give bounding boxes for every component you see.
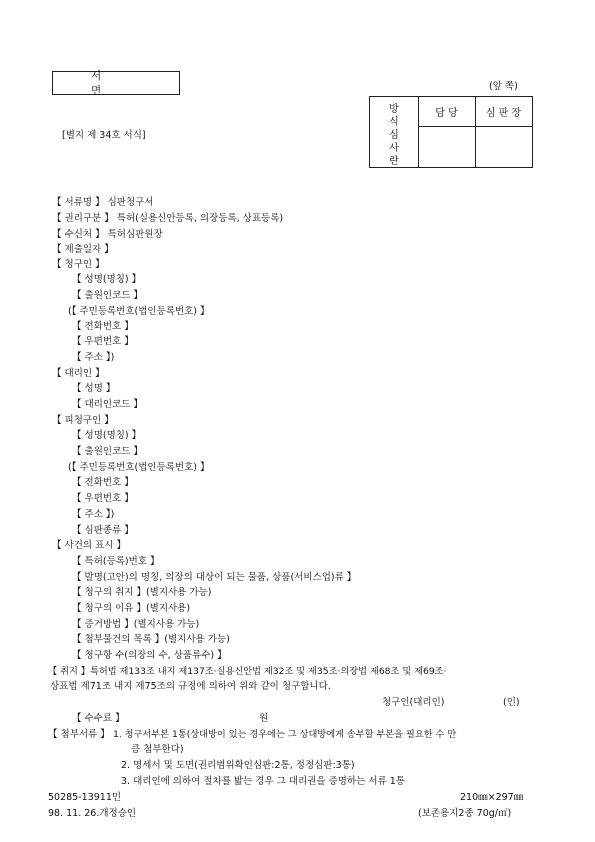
method-char: 식 bbox=[389, 117, 399, 128]
form-title: 서 면 bbox=[52, 71, 180, 95]
method-char: 란 bbox=[389, 156, 399, 167]
field-line: 【 성명(명칭) 】 bbox=[72, 430, 142, 441]
field-line: 【 심판종류 】 bbox=[72, 525, 134, 536]
method-char: 사 bbox=[389, 143, 399, 154]
field-line: 【 발명(고안)의 명칭, 의장의 대상이 되는 물품, 상품(서비스업)류 】 bbox=[72, 572, 357, 583]
field-line: 【 첨부물건의 목록 】(별지사용 가능) bbox=[72, 634, 230, 645]
field-line: 【 출원인코드 】 bbox=[72, 290, 143, 301]
field-line: (【 주민등록번호(법인등록번호) 】 bbox=[68, 462, 210, 473]
stamp-divider bbox=[475, 97, 476, 167]
field-line: 【 청구의 이유 】(별지사용) bbox=[72, 603, 191, 614]
purpose-line-1: 【 취지 】특허법 제133조 내지 제137조·실용신안법 제32조 및 제35조·의장법 제68조 및 제69조· bbox=[48, 666, 447, 677]
field-line: (【 주민등록번호(법인등록번호) 】 bbox=[68, 306, 210, 317]
field-line: 【 청구항 수(의장의 수, 상품류수) 】 bbox=[72, 650, 227, 661]
attachment-item-1: 1. 청구서부본 1통(상대방이 있는 경우에는 그 상대방에게 송부할 부본을 필요한 수 만 bbox=[113, 729, 457, 740]
fee-label: 【 수수료 】 bbox=[72, 713, 125, 724]
field-line: 【 서류명 】 심판청구서 bbox=[52, 197, 154, 208]
field-line: 【 대리인코드 】 bbox=[72, 399, 143, 410]
field-line: 【 성명 】 bbox=[72, 383, 116, 394]
field-line: 【 주소 】) bbox=[72, 352, 115, 363]
field-line: 【 우편번호 】 bbox=[72, 493, 134, 504]
signer-label: 청구인(대리인) bbox=[382, 697, 445, 708]
field-line: 【 청구의 취지 】(별지사용 가능) bbox=[72, 587, 212, 598]
field-line: 【 주소 】) bbox=[72, 509, 115, 520]
approval-stamp-box bbox=[369, 96, 533, 168]
field-line: 【 수신처 】 특허심판원장 bbox=[52, 229, 163, 240]
field-line: 【 대리인 】 bbox=[52, 368, 105, 379]
field-line: 【 피청구인 】 bbox=[52, 415, 114, 426]
field-line: 【 전화번호 】 bbox=[72, 321, 134, 332]
paper-type: (보존용지2종 70g/㎡) bbox=[418, 808, 512, 819]
attachment-item-1-cont: 큼 첨부한다) bbox=[131, 744, 184, 755]
form-number: [별지 제 34호 서식] bbox=[62, 130, 146, 141]
purpose-line-2: 상표법 제71조 내지 제75조의 규정에 의하여 위와 같이 청구합니다. bbox=[50, 681, 331, 692]
field-line: 【 제출일자 】 bbox=[52, 244, 114, 255]
field-line: 【 전화번호 】 bbox=[72, 477, 134, 488]
field-line: 【 권리구분 】 특허(실용신안등록, 의장등록, 상표등록) bbox=[52, 213, 284, 224]
attachments-label: 【 첨부서류 】 bbox=[48, 729, 110, 740]
review-method-column bbox=[370, 97, 419, 167]
seal-mark: (인) bbox=[503, 697, 520, 708]
fee-unit: 원 bbox=[259, 713, 269, 724]
field-line: 【 사건의 표시 】 bbox=[52, 540, 126, 551]
attachment-item-2: 2. 명세서 및 도면(권리범위확인심판:2통, 정정심판:3통) bbox=[121, 760, 355, 771]
method-char: 방 bbox=[389, 104, 399, 115]
field-line: 【 특허(등록)번호 】 bbox=[72, 556, 160, 567]
field-line: 【 증거방법 】(별지사용 가능) bbox=[72, 619, 200, 630]
field-line: 【 우편번호 】 bbox=[72, 336, 134, 347]
front-page-label: (앞 쪽) bbox=[489, 81, 518, 92]
staff-header: 담 당 bbox=[418, 97, 475, 127]
chief-judge-header: 심 판 장 bbox=[475, 97, 532, 127]
field-line: 【 성명(명칭) 】 bbox=[72, 274, 142, 285]
form-code: 50285-13911민 bbox=[48, 792, 122, 803]
field-line: 【 출원인코드 】 bbox=[72, 446, 143, 457]
method-char: 심 bbox=[389, 130, 399, 141]
approval-date: 98. 11. 26.개정승인 bbox=[48, 808, 137, 819]
paper-size: 210㎜×297㎜ bbox=[460, 792, 524, 803]
attachment-item-3: 3. 대리인에 의하여 절차를 밟는 경우 그 대리권을 증명하는 서류 1통 bbox=[121, 776, 405, 787]
field-line: 【 청구인 】 bbox=[52, 259, 105, 270]
